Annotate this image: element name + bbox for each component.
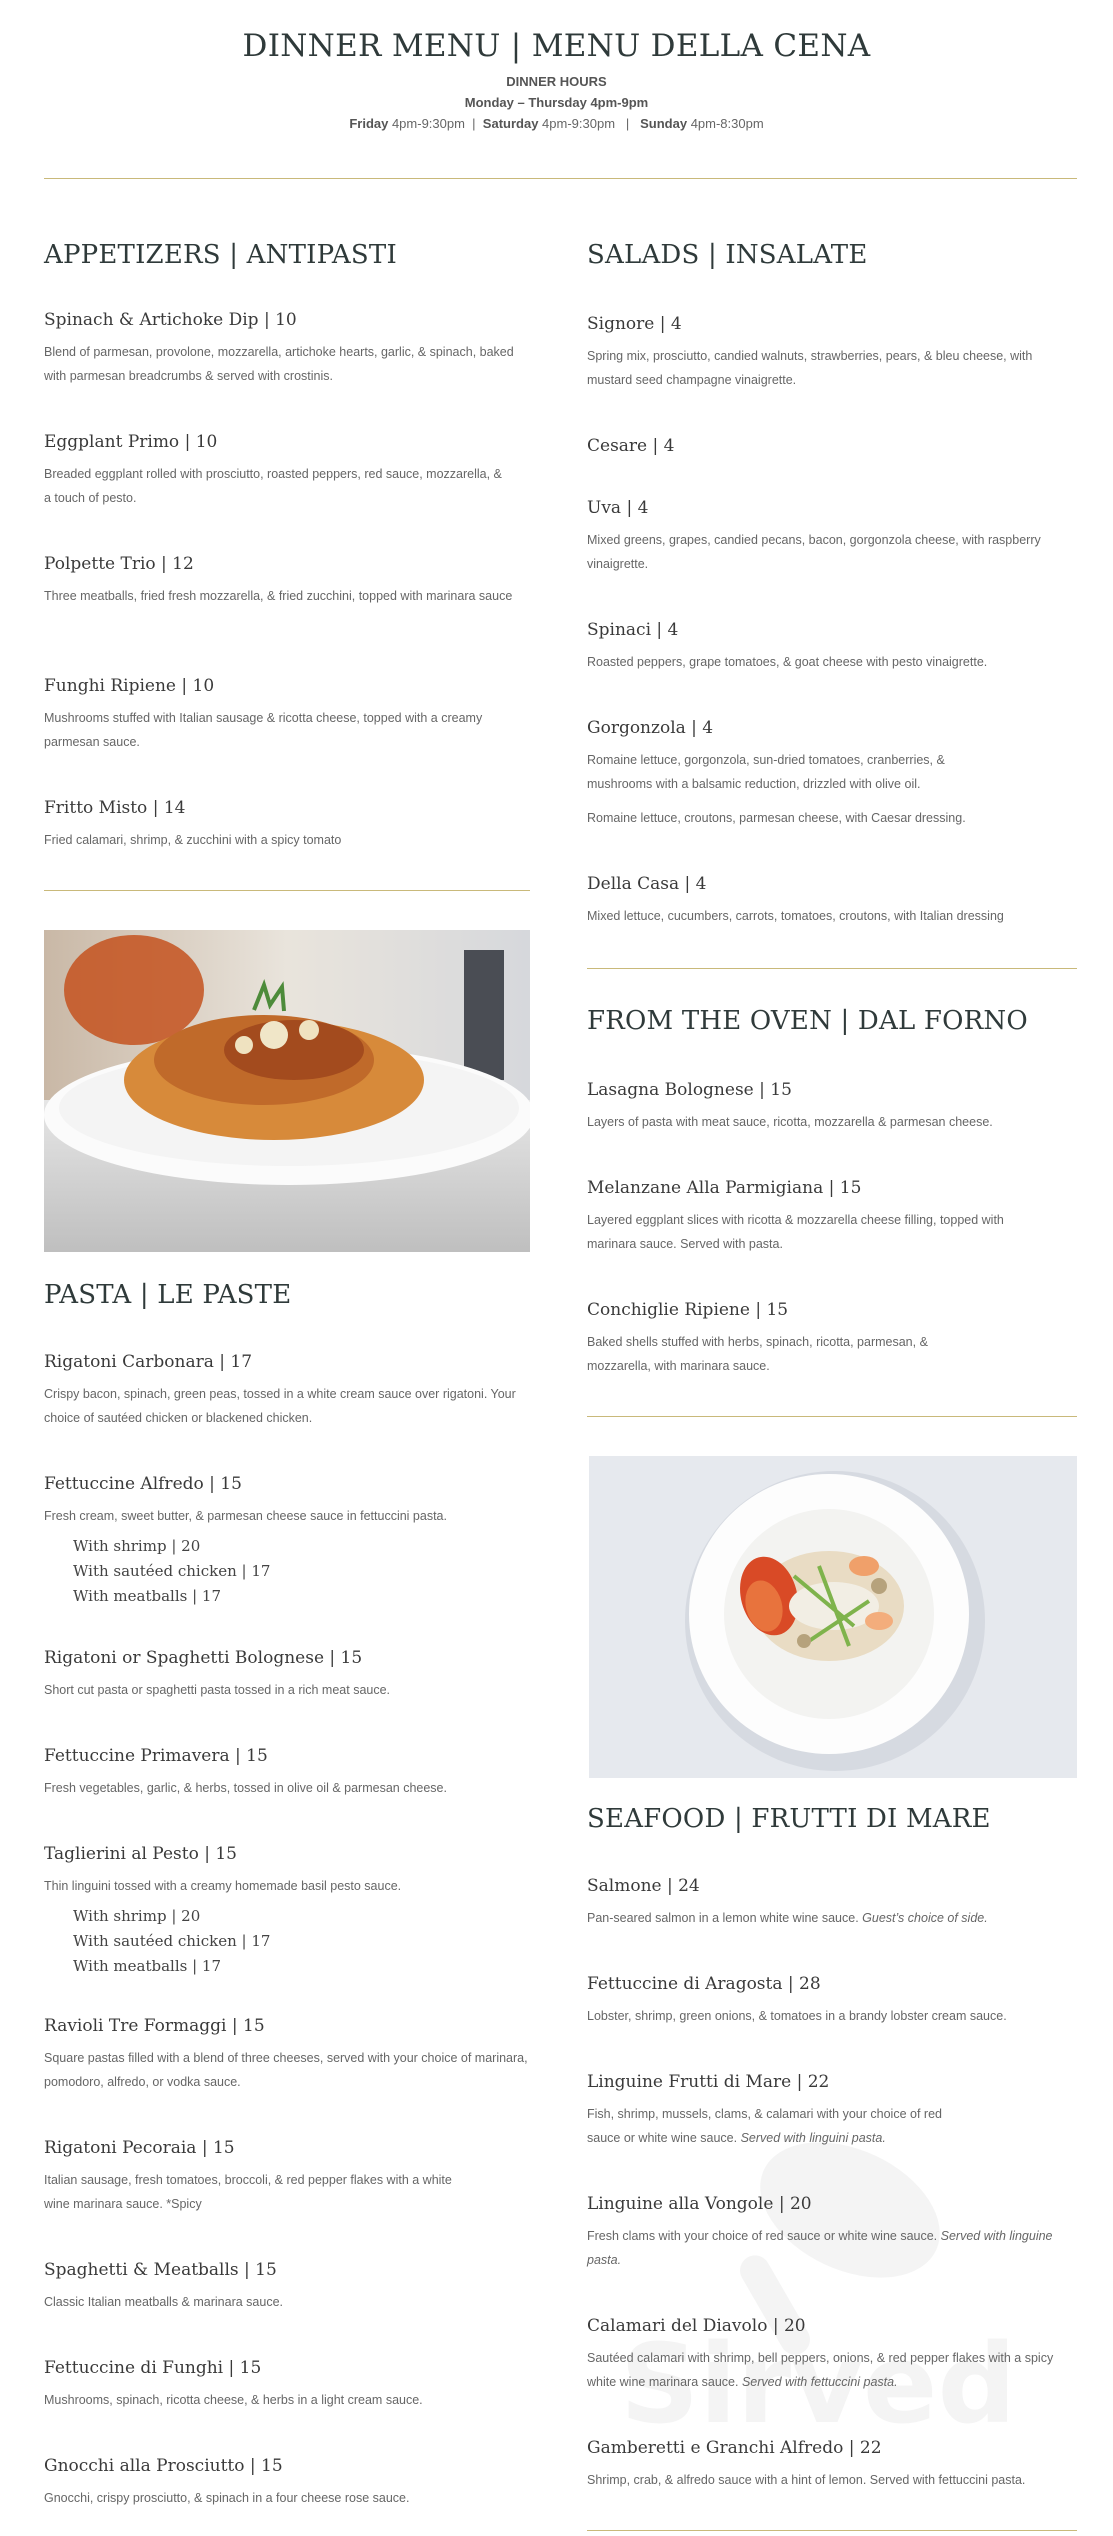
- menu-item-name: Signore | 4: [587, 314, 682, 334]
- menu-item-desc: Fried calamari, shrimp, & zucchini with a spicy tomato: [44, 833, 342, 847]
- addon-option: With shrimp | 20: [73, 1537, 201, 1555]
- menu-item-name: Fettuccine di Funghi | 15: [44, 2358, 262, 2378]
- menu-item-name: Uva | 4: [587, 498, 649, 518]
- menu-item-desc: Mixed lettuce, cucumbers, carrots, tomatoes, croutons, with Italian dressing: [587, 909, 1004, 923]
- menu-item-desc: Fish, shrimp, mussels, clams, & calamari with your choice of red sauce or white wine sauce. Served with linguini pasta.: [587, 2107, 942, 2145]
- saturday-hours: 4pm-9:30pm: [538, 116, 616, 131]
- menu-item-desc: Mixed greens, grapes, candied pecans, bacon, gorgonzola cheese, with raspberry vinaigrette.: [587, 533, 1041, 571]
- hours-label: DINNER HOURS: [506, 74, 607, 89]
- menu-item-name: Gnocchi alla Prosciutto | 15: [44, 2456, 283, 2476]
- menu-item-name: Melanzane Alla Parmigiana | 15: [587, 1178, 862, 1198]
- addon-option: With sautéed chicken | 17: [73, 1562, 271, 1580]
- oven-title: FROM THE OVEN | DAL FORNO: [587, 1006, 1028, 1036]
- menu-item-desc: Thin linguini tossed with a creamy homemade basil pesto sauce.: [44, 1879, 402, 1893]
- menu-item-name: Cesare | 4: [587, 436, 675, 456]
- cesare-note: Romaine lettuce, croutons, parmesan cheese, with Caesar dressing.: [587, 811, 966, 825]
- menu-item-name: Funghi Ripiene | 10: [44, 676, 215, 696]
- menu-item-name: Conchiglie Ripiene | 15: [587, 1300, 789, 1320]
- menu-item-name: Fettuccine Primavera | 15: [44, 1746, 268, 1766]
- menu-item-desc: Spring mix, prosciutto, candied walnuts, strawberries, pears, & bleu cheese, with mustard seed champagne vinaigrette.: [587, 349, 1033, 387]
- menu-item-desc: Short cut pasta or spaghetti pasta tossed in a rich meat sauce.: [44, 1683, 391, 1697]
- menu-item-name: Gorgonzola | 4: [587, 718, 714, 738]
- appetizers-title: APPETIZERS | ANTIPASTI: [44, 240, 397, 270]
- menu-item-name: Fritto Misto | 14: [44, 798, 186, 818]
- addon-option: With shrimp | 20: [73, 1907, 201, 1925]
- menu-item-desc: Fresh vegetables, garlic, & herbs, tossed in olive oil & parmesan cheese.: [44, 1781, 447, 1795]
- menu-item-name: Spinaci | 4: [587, 620, 679, 640]
- friday-hours: 4pm-9:30pm: [388, 116, 465, 131]
- menu-item-desc: Shrimp, crab, & alfredo sauce with a hint of lemon. Served with fettuccini pasta.: [587, 2473, 1026, 2487]
- menu-item-name: Spinach & Artichoke Dip | 10: [44, 310, 297, 330]
- addon-option: With sautéed chicken | 17: [73, 1932, 271, 1950]
- menu-item-desc: Romaine lettuce, gorgonzola, sun-dried tomatoes, cranberries, & mushrooms with a balsamic reduction, drizzled with olive oil.: [587, 753, 945, 791]
- section-divider: [587, 1416, 1077, 1417]
- menu-item-name: Rigatoni Carbonara | 17: [44, 1352, 253, 1372]
- hours-separator: |: [625, 116, 630, 131]
- menu-item-desc: Mushrooms stuffed with Italian sausage & ricotta cheese, topped with a creamy parmesan sauce.: [44, 711, 483, 749]
- friday-label: Friday: [349, 116, 389, 131]
- section-divider: [587, 968, 1077, 969]
- menu-item-desc: Baked shells stuffed with herbs, spinach, ricotta, parmesan, & mozzarella, with marinara sauce.: [587, 1335, 928, 1373]
- menu-item-desc: Fresh clams with your choice of red sauce or white wine sauce. Served with linguine pasta.: [587, 2229, 1053, 2267]
- seafood-title: SEAFOOD | FRUTTI DI MARE: [587, 1804, 991, 1834]
- seafood-photo: [589, 1456, 1077, 1778]
- menu-item-name: Eggplant Primo | 10: [44, 432, 218, 452]
- menu-item-desc: Three meatballs, fried fresh mozzarella, & fried zucchini, topped with marinara sauce: [44, 589, 513, 603]
- menu-item-name: Gamberetti e Granchi Alfredo | 22: [587, 2438, 882, 2458]
- menu-item-name: Salmone | 24: [587, 1876, 700, 1896]
- menu-item-name: Fettuccine di Aragosta | 28: [587, 1974, 821, 1994]
- menu-item-desc: Square pastas filled with a blend of three cheeses, served with your choice of marinara, pomodoro, alfredo, or vodka sauce.: [44, 2051, 528, 2089]
- page-title: DINNER MENU | MENU DELLA CENA: [242, 28, 871, 64]
- menu-item-name: Fettuccine Alfredo | 15: [44, 1474, 242, 1494]
- addon-option: With meatballs | 17: [73, 1957, 221, 1975]
- pasta-photo: [44, 930, 530, 1252]
- menu-item-desc: Mushrooms, spinach, ricotta cheese, & herbs in a light cream sauce.: [44, 2393, 423, 2407]
- saturday-label: Saturday: [482, 116, 539, 131]
- menu-item-desc: Roasted peppers, grape tomatoes, & goat cheese with pesto vinaigrette.: [587, 655, 988, 669]
- menu-item-name: Rigatoni Pecoraia | 15: [44, 2138, 235, 2158]
- menu-item-desc: Pan-seared salmon in a lemon white wine sauce. Guest’s choice of side.: [587, 1911, 988, 1925]
- menu-item-desc: Sautéed calamari with shrimp, bell peppers, onions, & red pepper flakes with a spicy white wine marinara sauce. Served with fettuccini pasta.: [587, 2351, 1054, 2389]
- section-divider: [44, 890, 530, 891]
- menu-item-name: Calamari del Diavolo | 20: [587, 2316, 806, 2336]
- menu-item-name: Polpette Trio | 12: [44, 554, 194, 574]
- menu-item-desc: Lobster, shrimp, green onions, & tomatoes in a brandy lobster cream sauce.: [587, 2009, 1007, 2023]
- menu-item-name: Taglierini al Pesto | 15: [44, 1844, 237, 1864]
- menu-item-desc: Crispy bacon, spinach, green peas, tossed in a white cream sauce over rigatoni. Your choice of sautéed chicken or blackened chicken.: [44, 1387, 516, 1425]
- menu-item-name: Linguine Frutti di Mare | 22: [587, 2072, 830, 2092]
- menu-item-desc: Fresh cream, sweet butter, & parmesan cheese sauce in fettuccini pasta.: [44, 1509, 447, 1523]
- weekend-hours: [0, 116, 1113, 131]
- section-divider: [587, 2530, 1077, 2531]
- header-divider: [44, 178, 1077, 179]
- weekday-hours: Monday – Thursday 4pm-9pm: [464, 95, 649, 110]
- menu-item-desc: Layered eggplant slices with ricotta & mozzarella cheese filling, topped with marinara sauce. Served with pasta.: [587, 1213, 1004, 1251]
- menu-item-name: Linguine alla Vongole | 20: [587, 2194, 812, 2214]
- menu-item-desc: Breaded eggplant rolled with prosciutto, roasted peppers, red sauce, mozzarella, & a touch of pesto.: [44, 467, 502, 505]
- menu-item-name: Ravioli Tre Formaggi | 15: [44, 2016, 265, 2036]
- menu-item-desc: Blend of parmesan, provolone, mozzarella, artichoke hearts, garlic, & spinach, baked with parmesan breadcrumbs & served with crostinis.: [44, 345, 514, 383]
- menu-header: [0, 28, 1113, 131]
- sunday-hours: 4pm-8:30pm: [687, 116, 764, 131]
- menu-item-desc: Layers of pasta with meat sauce, ricotta, mozzarella & parmesan cheese.: [587, 1115, 993, 1129]
- menu-item-desc: Classic Italian meatballs & marinara sauce.: [44, 2295, 283, 2309]
- menu-item-name: Rigatoni or Spaghetti Bolognese | 15: [44, 1648, 363, 1668]
- menu-item-name: Della Casa | 4: [587, 874, 707, 894]
- menu-item-desc: Italian sausage, fresh tomatoes, broccoli, & red pepper flakes with a white wine marinara sauce. *Spicy: [44, 2173, 452, 2211]
- hours-separator: |: [472, 116, 476, 131]
- menu-item-name: Spaghetti & Meatballs | 15: [44, 2260, 277, 2280]
- menu-item-name: Lasagna Bolognese | 15: [587, 1080, 792, 1100]
- salads-title: SALADS | INSALATE: [587, 240, 868, 270]
- menu-item-desc: Gnocchi, crispy prosciutto, & spinach in a four cheese rose sauce.: [44, 2491, 410, 2505]
- addon-option: With meatballs | 17: [73, 1587, 221, 1605]
- sunday-label: Sunday: [640, 116, 688, 131]
- pasta-title: PASTA | LE PASTE: [44, 1280, 292, 1310]
